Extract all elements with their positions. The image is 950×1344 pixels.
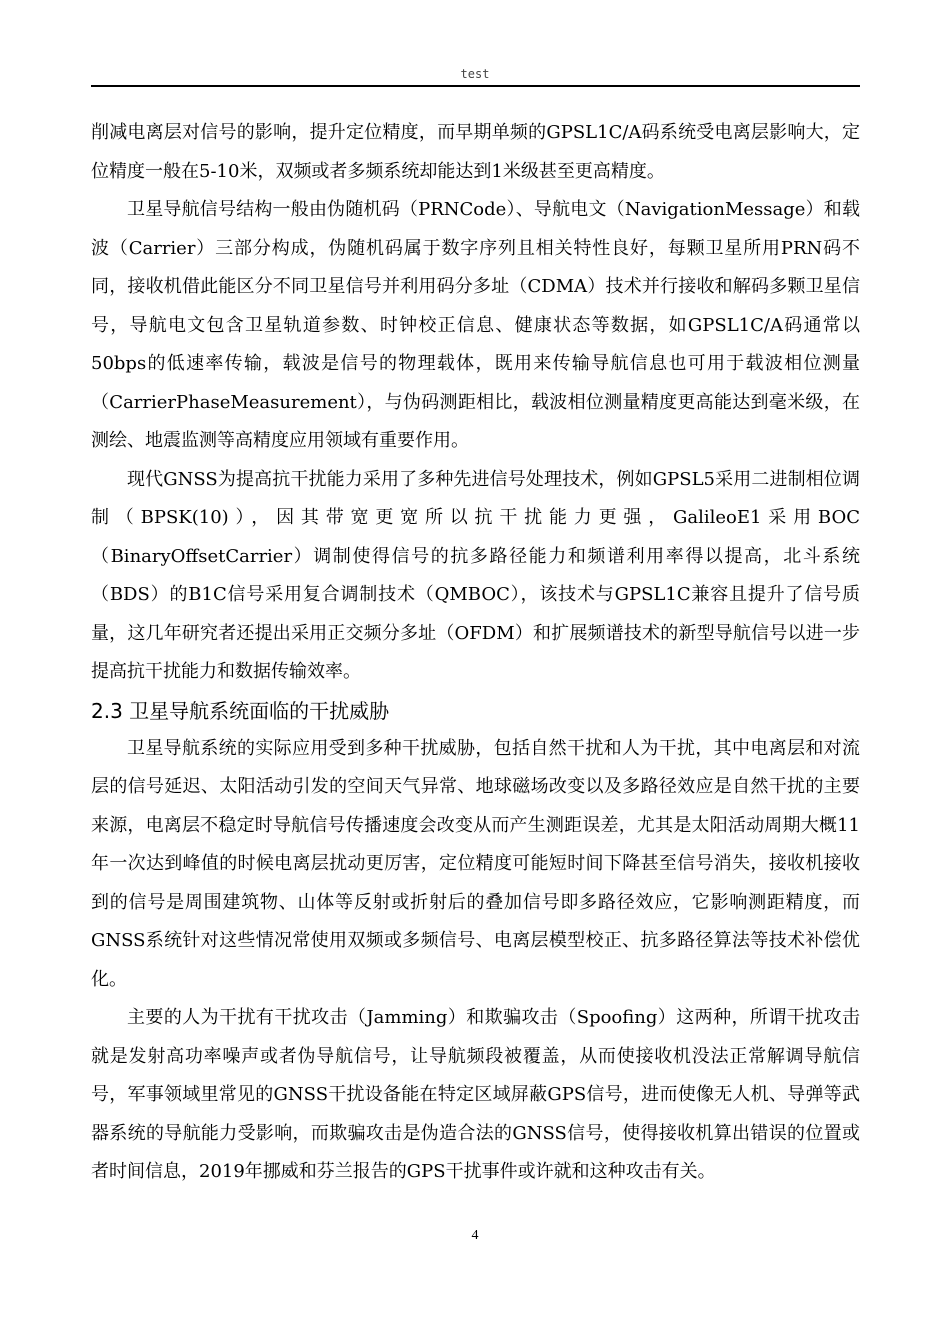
header-rule: [91, 85, 860, 87]
body-paragraph: 卫星导航信号结构一般由伪随机码（PRNCode）、导航电文（NavigationMessage）和载波（Carrier）三部分构成，伪随机码属于数字序列且相关特性良好，每颗卫星所用PRN码不同，接收机借此能区分不同卫星信号并利用码分多址（CDMA）技术并行接收和解码多颗卫星信号，导航电文包含卫星轨道参数、时钟校正信息、健康状态等数据，如GPSL1C/A码通常以50bps的低速率传输，载波是信号的物理载体，既用来传输导航信息也可用于载波相位测量（CarrierPhaseMeasurement），与伪码测距相比，载波相位测量精度更高能达到毫米级，在测绘、地震监测等高精度应用领域有重要作用。: [91, 199, 860, 451]
page-body: [91, 114, 860, 1192]
page-number: 4: [471, 1228, 479, 1243]
body-paragraph-continued: 削减电离层对信号的影响，提升定位精度，而早期单频的GPSL1C/A码系统受电离层影响大，定位精度一般在5-10米，双频或者多频系统却能达到1米级甚至更高精度。: [91, 122, 860, 182]
body-paragraph: 主要的人为干扰有干扰攻击（Jamming）和欺骗攻击（Spoofing）这两种，所谓干扰攻击就是发射高功率噪声或者伪导航信号，让导航频段被覆盖，从而使接收机没法正常解调导航信号，军事领域里常见的GNSS干扰设备能在特定区域屏蔽GPS信号，进而使像无人机、导弹等武器系统的导航能力受影响，而欺骗攻击是伪造合法的GNSS信号，使得接收机算出错误的位置或者时间信息，2019年挪威和芬兰报告的GPS干扰事件或许就和这种攻击有关。: [91, 1007, 860, 1182]
body-paragraph: 现代GNSS为提高抗干扰能力采用了多种先进信号处理技术，例如GPSL5采用二进制相位调制（BPSK(10)），因其带宽更宽所以抗干扰能力更强，GalileoE1采用BOC（BinaryOffsetCarrier）调制使得信号的抗多路径能力和频谱利用率得以提高，北斗系统（BDS）的B1C信号采用复合调制技术（QMBOC），该技术与GPSL1C兼容且提升了信号质量，这几年研究者还提出采用正交频分多址（OFDM）和扩展频谱技术的新型导航信号以进一步提高抗干扰能力和数据传输效率。: [91, 468, 860, 682]
running-header: test: [460, 67, 490, 81]
body-paragraph: 卫星导航系统的实际应用受到多种干扰威胁，包括自然干扰和人为干扰，其中电离层和对流层的信号延迟、太阳活动引发的空间天气异常、地球磁场改变以及多路径效应是自然干扰的主要来源，电离层不稳定时导航信号传播速度会改变从而产生测距误差，尤其是太阳活动周期大概11年一次达到峰值的时候电离层扰动更厉害，定位精度可能短时间下降甚至信号消失，接收机接收到的信号是周围建筑物、山体等反射或折射后的叠加信号即多路径效应，它影响测距精度，而GNSS系统针对这些情况常使用双频或多频信号、电离层模型校正、抗多路径算法等技术补偿优化。: [91, 737, 860, 990]
section-heading: 2.3 卫星导航系统面临的干扰威胁: [91, 698, 390, 723]
